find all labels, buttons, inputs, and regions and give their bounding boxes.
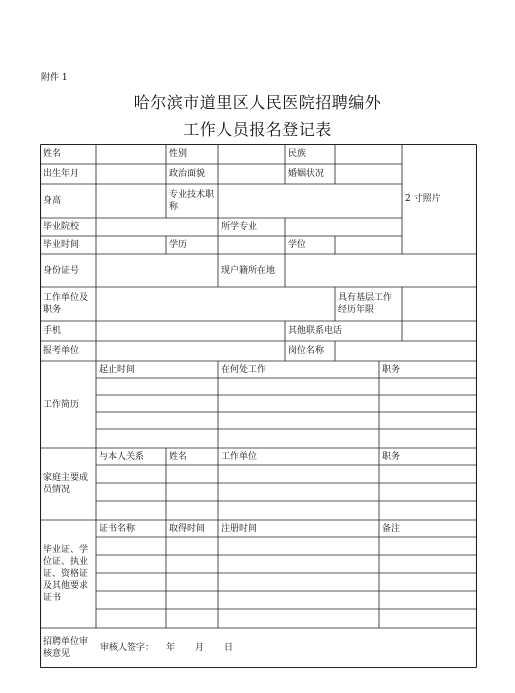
cert-header-registered: 注册时间	[221, 523, 258, 534]
major-label: 所学专业	[221, 222, 258, 232]
review-signature-area	[96, 628, 477, 668]
photo-area: 2 寸照片	[405, 194, 441, 204]
review-opinion-label: 招聘单位审核意见	[43, 637, 89, 659]
education-label: 学历	[169, 240, 188, 250]
professional-title-label: 专业技术职称	[169, 190, 215, 212]
gender-label: 性别	[169, 149, 188, 159]
name-label: 姓名	[43, 149, 62, 159]
degree-label: 学位	[288, 240, 307, 250]
height-label: 身高	[43, 196, 62, 206]
family-header-relation: 与本人关系	[99, 451, 145, 462]
cert-header-remarks: 备注	[382, 523, 401, 534]
work-history-header-period: 起止时间	[99, 364, 136, 375]
form-title-line1: 哈尔滨市道里区人民医院招聘编外	[133, 93, 382, 112]
form-title-line2: 工作人员报名登记表	[183, 120, 332, 139]
work-history-header-workplace: 在何处工作	[221, 364, 267, 375]
mobile-label: 手机	[43, 326, 62, 336]
family-header-position: 职务	[382, 451, 401, 462]
registration-form-table	[40, 144, 477, 668]
birth-label: 出生年月	[43, 169, 80, 179]
graduation-time-label: 毕业时间	[43, 240, 80, 250]
certificates-label: 毕业证、学位证、执业证、资格证及其他要求证书	[43, 545, 89, 603]
ethnicity-label: 民族	[288, 149, 307, 159]
hukou-label: 现户籍所在地	[221, 265, 276, 276]
month-label: 月	[195, 643, 205, 653]
cert-header-name: 证书名称	[99, 523, 136, 534]
family-header-workunit: 工作单位	[221, 451, 258, 462]
family-header-name: 姓名	[169, 451, 188, 462]
grassroots-experience-label: 具有基层工作经历年限	[338, 293, 393, 315]
work-history-label: 工作简历	[43, 399, 80, 410]
id-number-label: 身份证号	[43, 265, 80, 276]
year-label: 年	[166, 643, 176, 653]
cert-header-obtained: 取得时间	[169, 523, 206, 534]
marital-label: 婚姻状况	[288, 169, 325, 179]
day-label: 日	[224, 643, 234, 653]
signature-label: 审核人签字：	[100, 643, 155, 653]
family-members-label: 家庭主要成员情况	[43, 473, 89, 495]
other-contact-label: 其他联系电话	[288, 326, 343, 336]
political-label: 政治面貌	[169, 169, 206, 179]
school-label: 毕业院校	[43, 222, 80, 232]
attachment-label: 附件 1	[41, 73, 68, 83]
work-unit-label: 工作单位及职务	[43, 293, 89, 315]
work-history-header-position: 职务	[382, 364, 401, 375]
position-name-label: 岗位名称	[288, 346, 325, 356]
apply-unit-label: 报考单位	[43, 346, 80, 356]
